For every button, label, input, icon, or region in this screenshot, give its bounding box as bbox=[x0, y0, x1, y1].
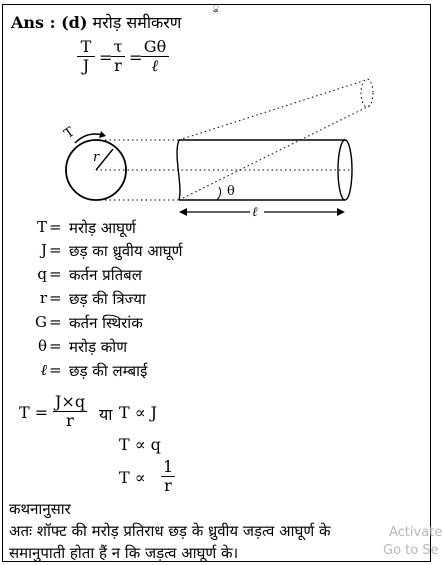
conclusion-line-1: अतः शॉफ्ट की मरोड़ प्रतिराध छड़ के ध्रुवीय जड़त्व आघूर्ण के bbox=[9, 522, 331, 540]
fraction-g-theta-over-l: Gθ ℓ bbox=[141, 38, 169, 75]
radius-label: r bbox=[93, 150, 100, 165]
equation-title: मरोड़ समीकरण bbox=[92, 13, 182, 32]
activation-watermark-line-1: Activate bbox=[389, 525, 442, 540]
cropped-text-fragment: ु bbox=[213, 2, 219, 13]
length-arrow-right-icon bbox=[337, 208, 345, 216]
angle-label: θ bbox=[227, 184, 235, 199]
fraction-tau-over-r: $\frac{\tau}{r}$ bbox=[111, 38, 125, 75]
equals-sign-2: = bbox=[129, 48, 143, 67]
twisted-shaft-diagram bbox=[3, 75, 432, 225]
length-label: ℓ bbox=[252, 205, 258, 220]
twisted-end-outline bbox=[361, 79, 373, 107]
equals-sign: = bbox=[99, 48, 113, 67]
relation-t-prop-j: T ∝ J bbox=[119, 403, 158, 422]
fraction-jq-over-r: $\frac{J\times q}{r}$ bbox=[55, 392, 86, 430]
answer-label: Ans : (d) bbox=[11, 13, 88, 32]
or-text: या bbox=[99, 405, 113, 424]
relation-lhs: T = bbox=[19, 403, 49, 422]
torque-arrowhead-icon bbox=[99, 131, 106, 138]
torque-label: T bbox=[61, 124, 78, 142]
relation-t-prop-q: T ∝ q bbox=[119, 435, 161, 454]
answer-box: ु Ans : (d) मरोड़ समीकरण $\frac{T}{J}$ = $\frac{\tau}{r}$ = Gθ ℓ r T θ ℓ T = मरोड़ आघूर्ण J = छड़ का ध्रुवीय आघूर्ण q = कर्तन प्रतिबल r = छड़ की त्रिज्या G = कर्तन स्थिरांक θ = मरोड़ कोण ℓ = छड़ की लम्बाई T = $\frac{J\times q}{r}$ या T ∝ J T ∝ q T ∝ $\frac{1}{r}$ कथनानुसार अतः शॉफ्ट की मरोड़ प्रतिराध छड़ के ध्रुवीय जड़त्व आघूर्ण के समानुपाती होता हैं न कि जड़त्व आघूर्ण के। Activate Go to Se bbox=[2, 4, 431, 562]
answer-heading bbox=[11, 11, 181, 33]
fraction-t-over-j: $\frac{T}{J}$ bbox=[77, 38, 95, 75]
fraction-one-over-r: $\frac{1}{r}$ bbox=[163, 457, 174, 495]
conclusion-heading: कथनानुसार bbox=[9, 500, 71, 518]
relation-t-prop-inv-r: T ∝ bbox=[119, 468, 146, 487]
length-arrow-left-icon bbox=[179, 208, 187, 216]
conclusion-line-2: समानुपाती होता हैं न कि जड़त्व आघूर्ण के। bbox=[9, 544, 239, 562]
activation-watermark-line-2: Go to Se bbox=[383, 543, 439, 558]
angle-arc bbox=[217, 187, 221, 200]
